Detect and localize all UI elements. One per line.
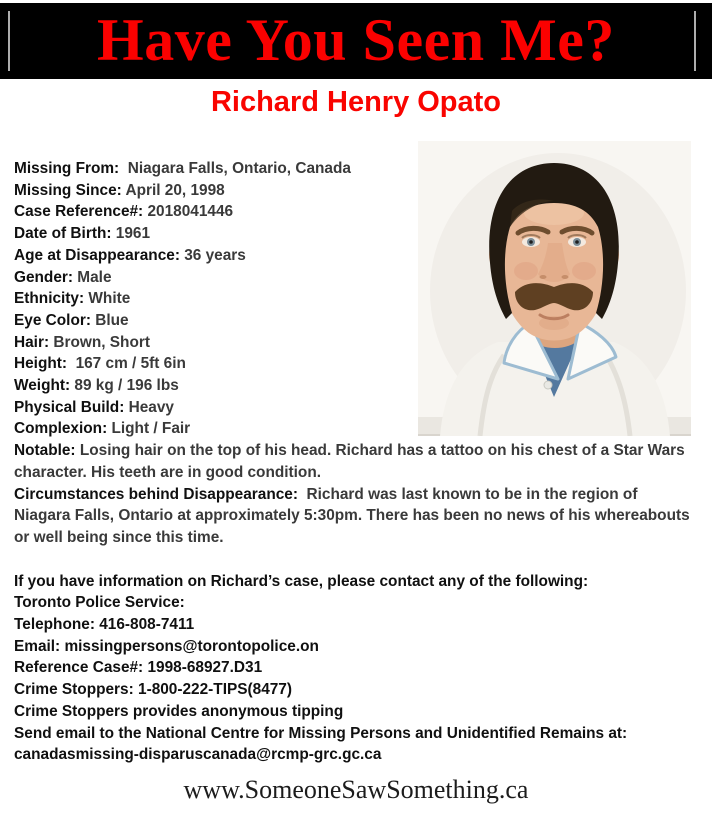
detail-value: Heavy xyxy=(124,398,174,416)
detail-row xyxy=(14,397,416,419)
detail-row xyxy=(14,223,416,245)
circumstances-label: Circumstances behind Disappearance: xyxy=(14,485,298,503)
detail-row xyxy=(14,288,416,310)
portrait-illustration xyxy=(418,141,691,436)
detail-value: Male xyxy=(73,268,112,286)
contact-section xyxy=(14,571,698,766)
contact-line: Toronto Police Service: xyxy=(14,594,185,612)
contact-line: Crime Stoppers: 1-800-222-TIPS(8477) xyxy=(14,681,292,699)
detail-value: Blue xyxy=(90,311,129,329)
detail-label: Physical Build: xyxy=(14,398,125,416)
detail-value: Niagara Falls, Ontario, Canada xyxy=(119,160,351,177)
detail-label: Missing Since: xyxy=(14,181,122,199)
detail-value: White xyxy=(84,290,131,308)
detail-label: Hair: xyxy=(14,333,50,351)
missing-person-poster xyxy=(0,3,712,820)
circumstances-paragraph xyxy=(14,484,698,549)
detail-label: Eye Color: xyxy=(14,311,91,329)
detail-row xyxy=(14,180,416,202)
detail-label: Case Reference#: xyxy=(14,203,144,221)
detail-value: 167 cm / 5ft 6in xyxy=(67,355,186,373)
contact-line: Telephone: 416-808-7411 xyxy=(14,616,195,634)
case-details-list xyxy=(14,141,416,440)
detail-value: Brown, Short xyxy=(49,333,150,351)
notable-label: Notable: xyxy=(14,442,76,460)
detail-label: Date of Birth: xyxy=(14,225,112,243)
detail-label: Weight: xyxy=(14,377,71,395)
detail-row xyxy=(14,267,416,289)
detail-label: Gender: xyxy=(14,268,74,286)
contact-line: Crime Stoppers provides anonymous tipping xyxy=(14,702,344,720)
banner xyxy=(0,3,712,79)
footer-url: www.SomeoneSawSomething.ca xyxy=(183,774,529,804)
banner-left-rule xyxy=(8,11,10,71)
detail-value: 89 kg / 196 lbs xyxy=(70,377,179,395)
detail-value: Light / Fair xyxy=(107,420,191,438)
detail-value: 2018041446 xyxy=(143,203,234,221)
contact-intro: If you have information on Richard’s case, please contact any of the following: xyxy=(14,572,589,590)
missing-person-photo xyxy=(418,141,691,436)
poster-body xyxy=(0,141,712,766)
poster-headline: Have You Seen Me? xyxy=(97,7,615,73)
detail-label: Missing From: xyxy=(14,160,120,177)
notable-paragraph xyxy=(14,440,698,483)
detail-row xyxy=(14,201,416,223)
detail-row xyxy=(14,158,416,180)
detail-value: 1961 xyxy=(111,225,150,243)
contact-line: Email: missingpersons@torontopolice.on xyxy=(14,637,319,655)
detail-row xyxy=(14,353,416,375)
contact-lines xyxy=(14,592,698,766)
detail-label: Complexion: xyxy=(14,420,108,438)
detail-row xyxy=(14,332,416,354)
detail-value: 36 years xyxy=(179,246,246,264)
detail-label: Ethnicity: xyxy=(14,290,85,308)
detail-row xyxy=(14,375,416,397)
detail-label: Age at Disappearance: xyxy=(14,246,180,264)
contact-line: Reference Case#: 1998-68927.D31 xyxy=(14,659,263,677)
detail-row xyxy=(14,245,416,267)
person-name: Richard Henry Opato xyxy=(210,86,502,118)
banner-right-rule xyxy=(694,11,696,71)
detail-value: April 20, 1998 xyxy=(121,181,225,199)
notable-text: Losing hair on the top of his head. Richard has a tattoo on his chest of a Star Wars character. His teeth are in good condition. xyxy=(14,442,689,481)
contact-line: Send email to the National Centre for Missing Persons and Unidentified Remains at: xyxy=(14,724,628,742)
contact-line: canadasmissing-disparuscanada@rcmp-grc.gc.ca xyxy=(14,746,382,764)
detail-row xyxy=(14,310,416,332)
detail-label: Height: xyxy=(14,355,68,373)
detail-row xyxy=(14,418,416,440)
circumstances-text: Richard was last known to be in the region of Niagara Falls, Ontario at approximately 5:30pm. There has been no news of his whereabouts or well being since this time. xyxy=(14,485,694,546)
